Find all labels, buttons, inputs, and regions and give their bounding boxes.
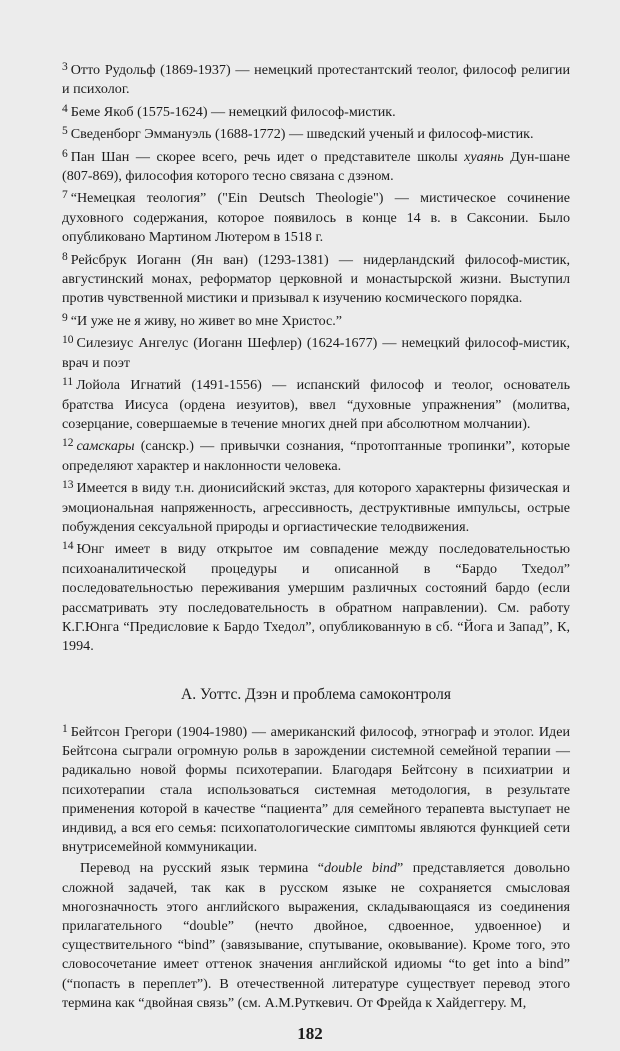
- endnote: [62, 373, 570, 434]
- note-text: “И уже не я живу, но живет во мне Христос.”: [70, 312, 343, 329]
- note-number: 5: [62, 125, 68, 138]
- note-text: Юнг имеет в виду открытое им совпадение между последовательностью психоаналитической процедуры и описанной в “Бардо Тхедол” последовательностью переживания умершим различных состояний бардо (если рассматривать эту последовательность в обратном направлении). См. работу К.Г.Юнга “Предисловие к Бардо Тхедол”, опубликованную в сб. “Йога и Запад”, К, 1994.: [62, 541, 570, 655]
- note-number: 4: [62, 102, 68, 115]
- note-number: 3: [62, 61, 68, 73]
- endnote: [62, 145, 570, 187]
- note-text: Лойола Игнатий (1491-1556) — испанский философ и теолог, основатель братства Иисуса (ордена иезуитов), ввел “духовные упражнения” (молитва, созерцание, совершаемые в течение многих дней при абсолютном молчании).: [62, 377, 570, 432]
- note-text: Силезиус Ангелус (Иоганн Шефлер) (1624-1677) — немецкий философ-мистик, врач и поэт: [62, 335, 570, 371]
- note-text: Пан Шан — скорее всего, речь идет о представителе школы: [70, 148, 465, 165]
- section-paragraph: [62, 859, 570, 1013]
- endnote: [62, 100, 570, 122]
- italic-text: самскары: [76, 438, 135, 455]
- endnote: [62, 331, 570, 373]
- note-text: Бейтсон Грегори (1904-1980) — американский философ, этнограф и этолог. Идеи Бейтсона сыграли огромную рольв в зарождении системной семейной терапии — радикально новой формы психотерапии. Благодаря Бейтсону в психиатрии и психотерапии стала использоваться системная методология, в результате применения которой в качестве “пациента” для семейного терапевта выступает не индивид, а вся его семья: психопатологические симптомы являются функцией сети внутрисемейной коммуникации.: [62, 724, 570, 856]
- endnote: [62, 476, 570, 537]
- endnote: [62, 248, 570, 309]
- note-number: 12: [62, 437, 74, 450]
- endnote: [62, 58, 570, 100]
- page-number: 182: [297, 1024, 323, 1043]
- note-number: 13: [62, 479, 74, 492]
- note-text: ” представляется довольно сложной задачей, так как в русском языке не сохраняется смысловая многозначность этого английского выражения, складывающаяся из соединения прилагательного “double” (нечто двойное, сдвоенное, удвоенное) и существительного “bind” (завязывание, спутывание, оковывание). Кроме того, это словосочетание имеет оттенок значения английской идиомы “to get into a bind” (“попасть в переплет”). В отечественной литературе существует перевод этого термина как “двойная связь” (см. А.М.Руткевич. От Фрейда к Хайдеггеру. М,: [62, 860, 570, 1011]
- note-number: 6: [62, 147, 68, 160]
- note-number: 7: [62, 189, 68, 202]
- note-number: 1: [62, 723, 68, 735]
- endnote: [62, 186, 570, 247]
- note-number: 9: [62, 311, 68, 324]
- endnote: [62, 309, 570, 331]
- italic-text: double bind: [324, 860, 397, 877]
- note-text: Отто Рудольф (1869-1937) — немецкий протестантский теолог, философ религии и психолог.: [62, 62, 570, 98]
- section-heading: А. Уоттс. Дзэн и проблема самоконтроля: [181, 686, 451, 703]
- note-text: (санскр.) — привычки сознания, “протоптанные тропинки”, которые определяют характер и наклонности человека.: [62, 438, 570, 474]
- endnote: [62, 537, 570, 656]
- note-text: Дун-шане (807-869), философия которого тесно связана с дзэном.: [62, 148, 570, 185]
- note-number: 10: [62, 334, 74, 347]
- endnote: [62, 434, 570, 476]
- note-number: 8: [62, 250, 68, 263]
- note-text: Рейсбрук Иоганн (Ян ван) (1293-1381) — нидерландский философ-мистик, августинский монах, реформатор церковной и монастырской жизни. Выступил против чувственной мистики и призывал к изучению космического порядка.: [62, 251, 570, 307]
- section-body: [62, 720, 570, 1013]
- note-text: “Немецкая теология” ("Ein Deutsch Theologie") — мистическое сочинение духовного содержания, которое появилось в конце 14 в. в Саксонии. Было опубликовано Мартином Лютером в 1518 г.: [62, 190, 570, 246]
- note-number: 11: [62, 376, 74, 389]
- note-number: 14: [62, 540, 74, 553]
- section-paragraph: [62, 720, 570, 857]
- note-text: Перевод на русский язык термина “: [80, 860, 325, 877]
- endnote: [62, 122, 570, 144]
- italic-text: хуаянь: [464, 148, 504, 165]
- note-text: Беме Якоб (1575-1624) — немецкий философ-мистик.: [70, 103, 396, 120]
- note-text: Имеется в виду т.н. дионисийский экстаз, для которого характерны физическая и эмоциональная напряженность, агрессивность, деструктивные импульсы, острые побуждения сексуальной природы и оргиастические телодвижения.: [62, 480, 570, 535]
- note-text: Сведенборг Эммануэль (1688-1772) — шведский ученый и философ-мистик.: [70, 126, 534, 143]
- endnotes-list: [62, 58, 570, 657]
